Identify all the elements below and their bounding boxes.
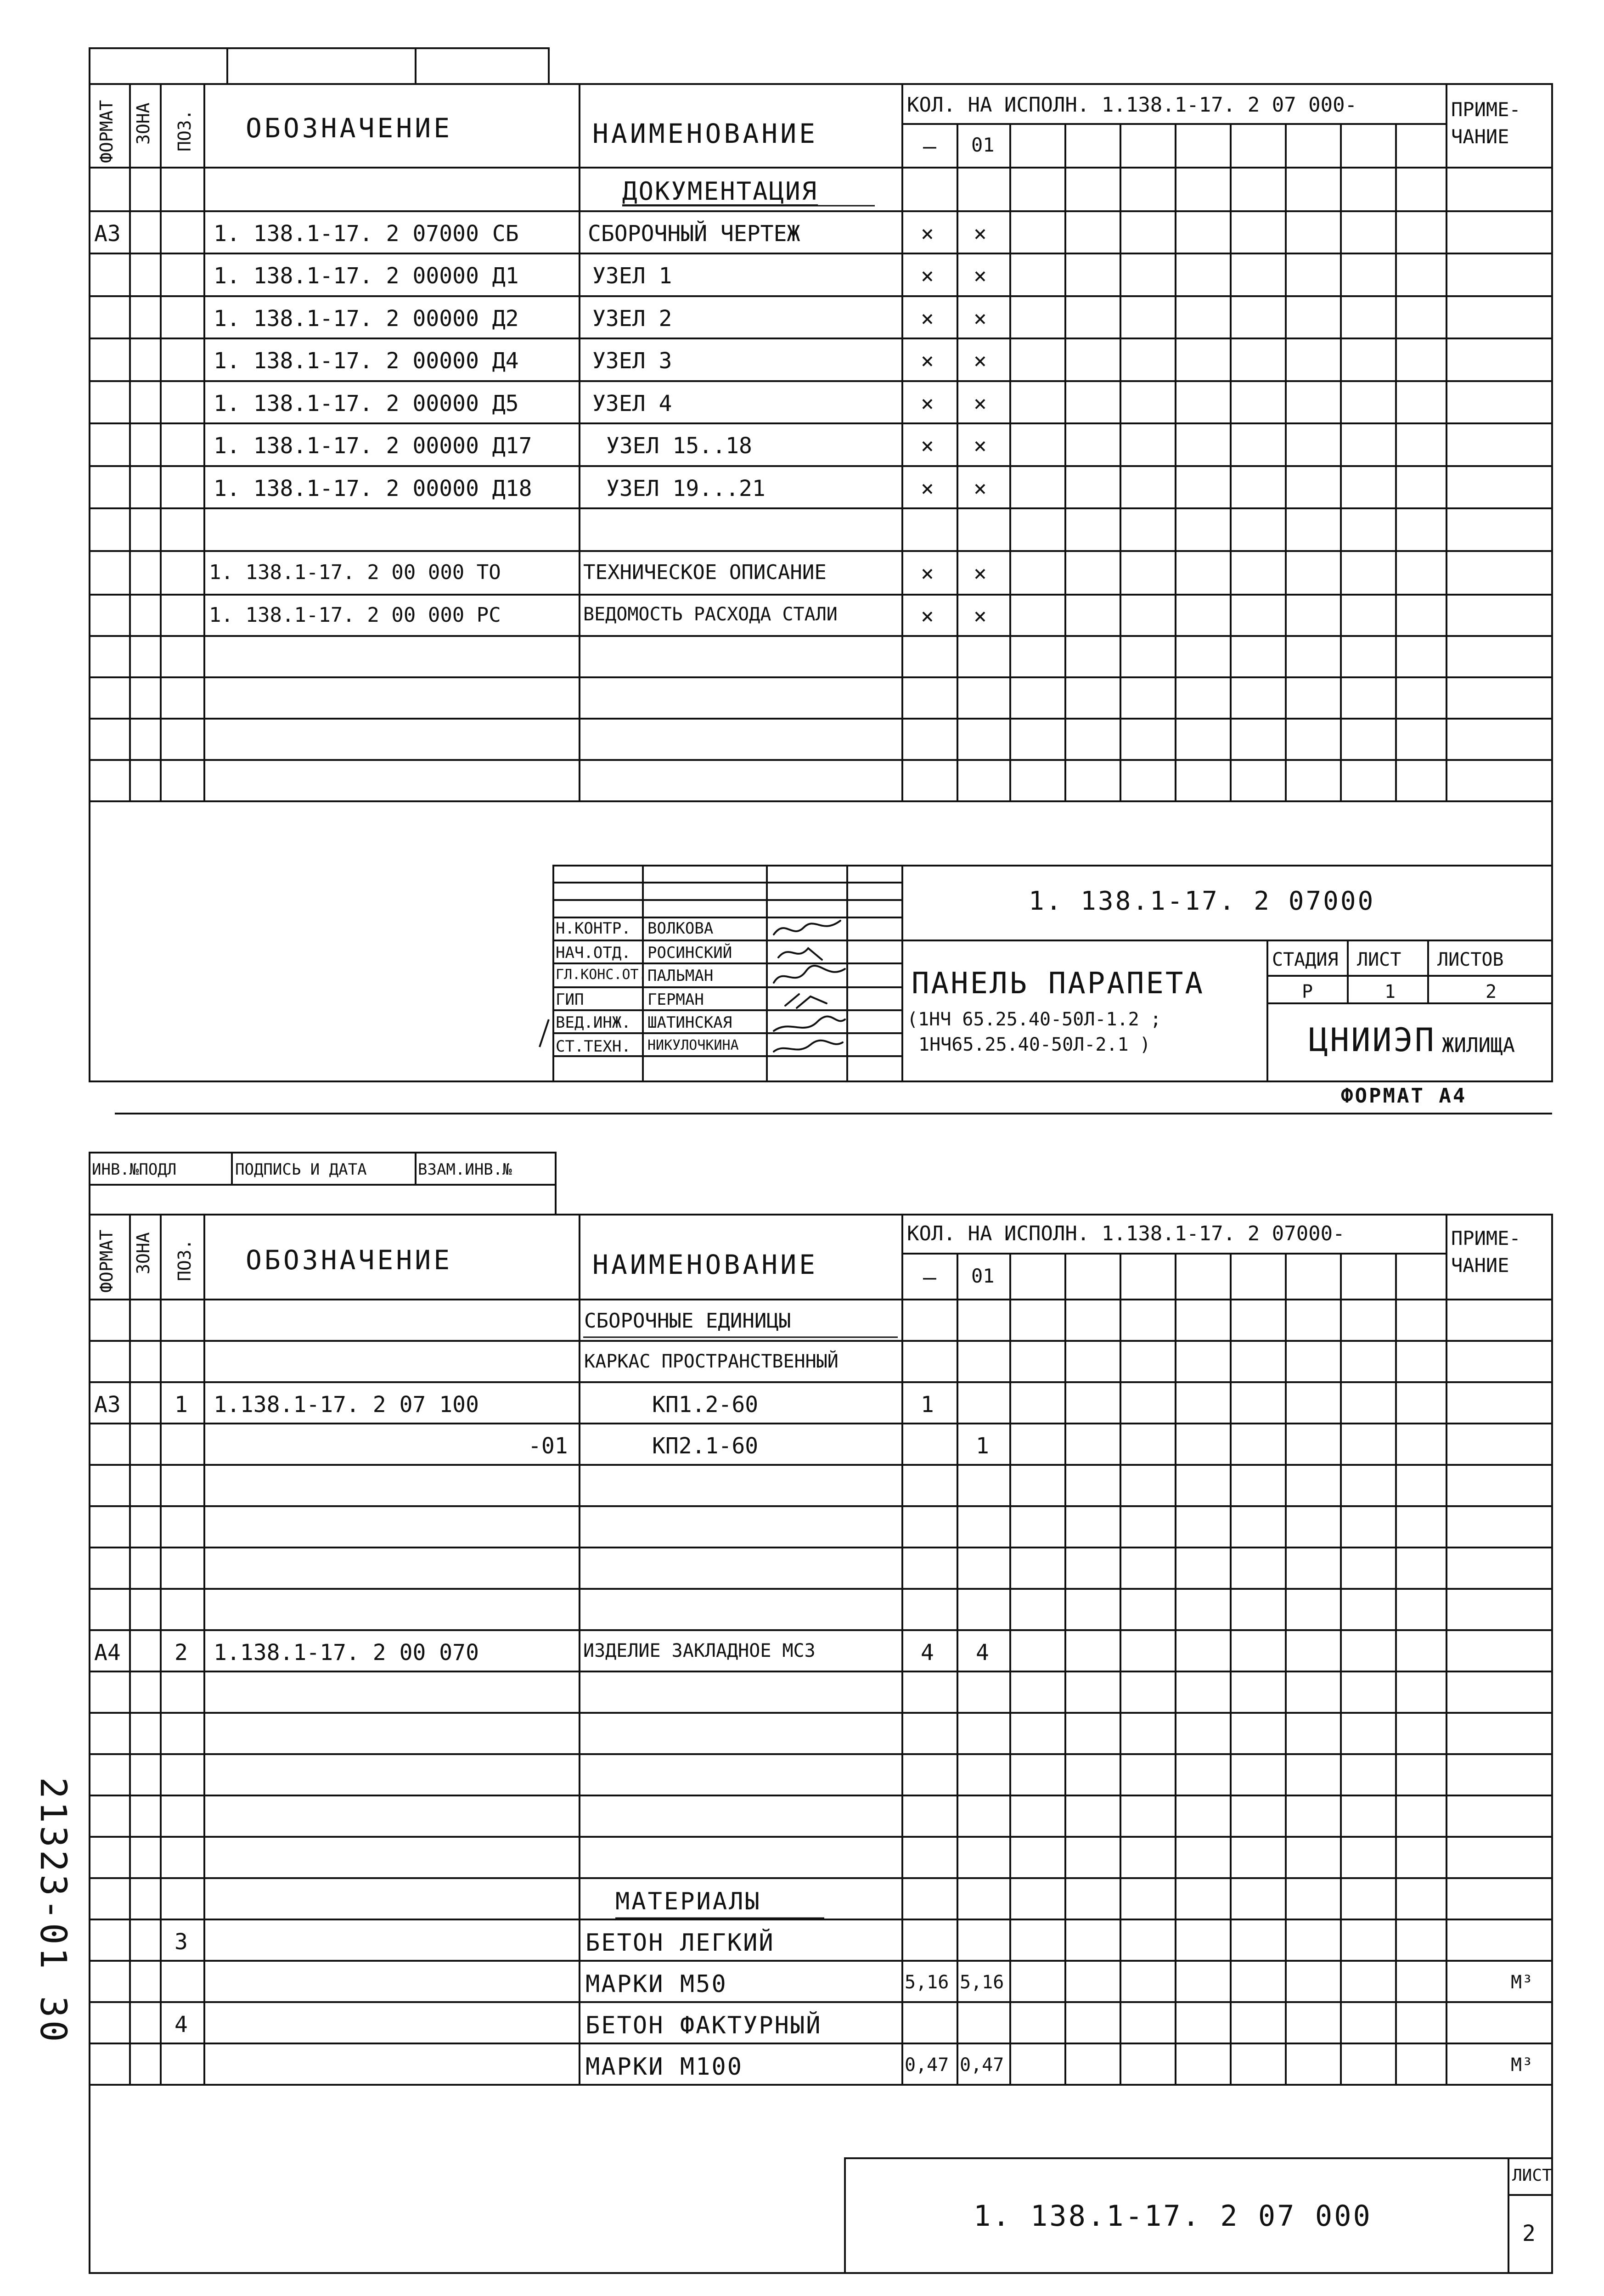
- row7-q1: ×: [921, 476, 934, 501]
- s2-row5-pos: 3: [174, 1929, 188, 1955]
- sheets-label: ЛИСТОВ: [1437, 949, 1504, 970]
- row3-designation: 1. 138.1-17. 2 00000 Д2: [214, 306, 519, 332]
- row2-q1: ×: [921, 263, 934, 289]
- row2-designation: 1. 138.1-17. 2 00000 Д1: [214, 263, 519, 289]
- s2-row1-designation: 1.138.1-17. 2 07 100: [214, 1392, 479, 1418]
- s2-row7-name: БЕТОН ФАКТУРНЫЙ: [585, 2012, 822, 2039]
- title-name: ПАНЕЛЬ ПАРАПЕТА: [912, 967, 1204, 1001]
- person-3: ПАЛЬМАН: [647, 967, 714, 985]
- s2-row6-name: МАРКИ М50: [585, 1970, 727, 1998]
- s2-row1-pos: 1: [174, 1392, 188, 1418]
- org-suffix: ЖИЛИЩА: [1442, 1034, 1515, 1057]
- s2-row3-designation: 1.138.1-17. 2 00 070: [214, 1640, 479, 1666]
- section-assembly-units: СБОРОЧНЫЕ ЕДИНИЦЫ: [584, 1309, 791, 1333]
- s2-row3-name: ИЗДЕЛИЕ ЗАКЛАДНОЕ МС3: [583, 1640, 816, 1661]
- s2-row3-format: А4: [94, 1640, 121, 1666]
- row5-name: УЗЕЛ 4: [592, 391, 672, 416]
- row10-name: ВЕДОМОСТЬ РАСХОДА СТАЛИ: [583, 604, 838, 625]
- row9-designation: 1. 138.1-17. 2 00 000 ТО: [209, 561, 501, 584]
- sheet-value: 1: [1385, 981, 1396, 1002]
- title-subtitle-1: (1НЧ 65.25.40-50Л-1.2 ;: [907, 1009, 1161, 1030]
- s2-col-designation-header: ОБОЗНАЧЕНИЕ: [246, 1244, 453, 1276]
- person-1: ВОЛКОВА: [647, 919, 714, 938]
- row6-q2: ×: [974, 433, 987, 459]
- inv-label: ИНВ.№ПОДЛ: [92, 1160, 177, 1179]
- s2-row8-name: МАРКИ М100: [585, 2053, 743, 2081]
- row10-q2: ×: [974, 603, 987, 629]
- s2-col-name-header: НАИМЕНОВАНИЕ: [592, 1249, 818, 1280]
- s2-row6-q1: 5,16: [905, 1972, 949, 1993]
- person-2: РОСИНСКИЙ: [647, 944, 732, 962]
- s2-row2-designation: -01: [528, 1433, 568, 1459]
- row6-designation: 1. 138.1-17. 2 00000 Д17: [214, 433, 532, 459]
- archive-number: 21323-01 30: [32, 1777, 73, 2045]
- col-qty-header: КОЛ. НА ИСПОЛН. 1.138.1-17. 2 07 000-: [907, 93, 1357, 117]
- row3-q1: ×: [921, 306, 934, 332]
- s2-row7-pos: 4: [174, 2012, 188, 2037]
- person-4: ГЕРМАН: [647, 990, 704, 1009]
- row4-q1: ×: [921, 348, 934, 374]
- s2-col-qty-header: КОЛ. НА ИСПОЛН. 1.138.1-17. 2 07000-: [907, 1222, 1345, 1245]
- row5-q2: ×: [974, 391, 987, 416]
- sheet-label: ЛИСТ: [1357, 949, 1401, 970]
- s2-row5-name: БЕТОН ЛЕГКИЙ: [585, 1929, 775, 1957]
- replace-inv-label: ВЗАМ.ИНВ.№: [418, 1160, 512, 1179]
- row6-q1: ×: [921, 433, 934, 459]
- row3-q2: ×: [974, 306, 987, 332]
- row7-designation: 1. 138.1-17. 2 00000 Д18: [214, 476, 532, 501]
- stamp-sheet-label: ЛИСТ: [1512, 2166, 1552, 2185]
- s2-row8-note: М³: [1511, 2054, 1533, 2076]
- s2-row6-q2: 5,16: [960, 1972, 1004, 1993]
- section-documentation: ДОКУМЕНТАЦИЯ: [622, 177, 818, 206]
- s2-row1-name: КП1.2-60: [652, 1392, 759, 1418]
- s2-row3-pos: 2: [174, 1640, 188, 1666]
- col-note-header: ПРИМЕ-ЧАНИЕ: [1451, 98, 1521, 148]
- role-1: Н.КОНТР.: [556, 919, 631, 938]
- s2-row8-q2: 0,47: [960, 2054, 1004, 2076]
- role-2: НАЧ.ОТД.: [556, 944, 631, 962]
- role-5: ВЕД.ИНЖ.: [556, 1013, 631, 1032]
- stamp-code: 1. 138.1-17. 2 07 000: [974, 2199, 1372, 2233]
- row7-name: УЗЕЛ 19...21: [606, 476, 765, 501]
- row4-designation: 1. 138.1-17. 2 00000 Д4: [214, 348, 519, 374]
- sheets-value: 2: [1486, 981, 1497, 1002]
- s2-col-pos-header: ПОЗ.: [174, 1239, 195, 1281]
- col-zone-header: ЗОНА: [133, 102, 153, 145]
- s2-col-note-header: ПРИМЕ-ЧАНИЕ: [1451, 1227, 1521, 1277]
- s2-col-format-header: ФОРМАТ: [96, 1229, 117, 1293]
- section-materials: МАТЕРИАЛЫ: [615, 1888, 761, 1915]
- stage-value: Р: [1302, 981, 1313, 1002]
- row1-designation: 1. 138.1-17. 2 07000 СБ: [214, 221, 519, 247]
- s2-exec-dash-header: –: [923, 1265, 936, 1290]
- row4-q2: ×: [974, 348, 987, 374]
- row9-q2: ×: [974, 561, 987, 586]
- stage-label: СТАДИЯ: [1272, 949, 1339, 970]
- s2-row8-q1: 0,47: [905, 2054, 949, 2076]
- s2-row3-q2: 4: [976, 1640, 989, 1666]
- row5-designation: 1. 138.1-17. 2 00000 Д5: [214, 391, 519, 416]
- person-5: ШАТИНСКАЯ: [647, 1013, 732, 1032]
- row10-q1: ×: [921, 603, 934, 629]
- col-format-header: ФОРМАТ: [96, 100, 117, 163]
- role-4: ГИП: [556, 990, 584, 1009]
- row1-q2: ×: [974, 221, 987, 247]
- exec-01-header: 01: [971, 134, 995, 156]
- exec-dash-header: –: [923, 134, 936, 159]
- col-name-header: НАИМЕНОВАНИЕ: [592, 118, 818, 149]
- row5-q1: ×: [921, 391, 934, 416]
- row2-name: УЗЕЛ 1: [592, 263, 672, 289]
- row4-name: УЗЕЛ 3: [592, 348, 672, 374]
- row1-format: А3: [94, 221, 121, 247]
- s2-row3-q1: 4: [921, 1640, 934, 1666]
- role-3: ГЛ.КОНС.ОТ.: [556, 967, 647, 983]
- col-pos-header: ПОЗ.: [174, 109, 195, 152]
- s2-row2-name: КП2.1-60: [652, 1433, 759, 1459]
- s2-exec-01-header: 01: [971, 1265, 995, 1287]
- sign-date-label: ПОДПИСЬ И ДАТА: [235, 1160, 367, 1179]
- s2-row6-note: М³: [1511, 1972, 1533, 1993]
- signatures-image: [771, 916, 847, 1058]
- row1-name: СБОРОЧНЫЙ ЧЕРТЕЖ: [588, 221, 800, 247]
- s2-row1-format: А3: [94, 1392, 121, 1418]
- s2-col-zone-header: ЗОНА: [133, 1232, 153, 1274]
- row9-name: ТЕХНИЧЕСКОЕ ОПИСАНИЕ: [583, 561, 827, 584]
- title-code: 1. 138.1-17. 2 07000: [1029, 886, 1375, 916]
- row2-q2: ×: [974, 263, 987, 289]
- row10-designation: 1. 138.1-17. 2 00 000 РС: [209, 603, 501, 627]
- frame-label: КАРКАС ПРОСТРАНСТВЕННЫЙ: [584, 1351, 839, 1372]
- s2-row2-q2: 1: [976, 1433, 989, 1459]
- row9-q1: ×: [921, 561, 934, 586]
- row3-name: УЗЕЛ 2: [592, 306, 672, 332]
- s2-row1-q1: 1: [921, 1392, 934, 1418]
- role-6: СТ.ТЕХН.: [556, 1037, 631, 1056]
- person-6: НИКУЛОЧКИНА: [647, 1037, 739, 1053]
- format-label: ФОРМАТ А4: [1341, 1084, 1467, 1108]
- stamp-sheet-number: 2: [1522, 2221, 1536, 2246]
- row1-q1: ×: [921, 221, 934, 247]
- col-designation-header: ОБОЗНАЧЕНИЕ: [246, 113, 453, 144]
- row7-q2: ×: [974, 476, 987, 501]
- row6-name: УЗЕЛ 15..18: [606, 433, 752, 459]
- org-name: ЦНИИЭП: [1309, 1021, 1436, 1059]
- title-subtitle-2: 1НЧ65.25.40-50Л-2.1 ): [918, 1034, 1151, 1055]
